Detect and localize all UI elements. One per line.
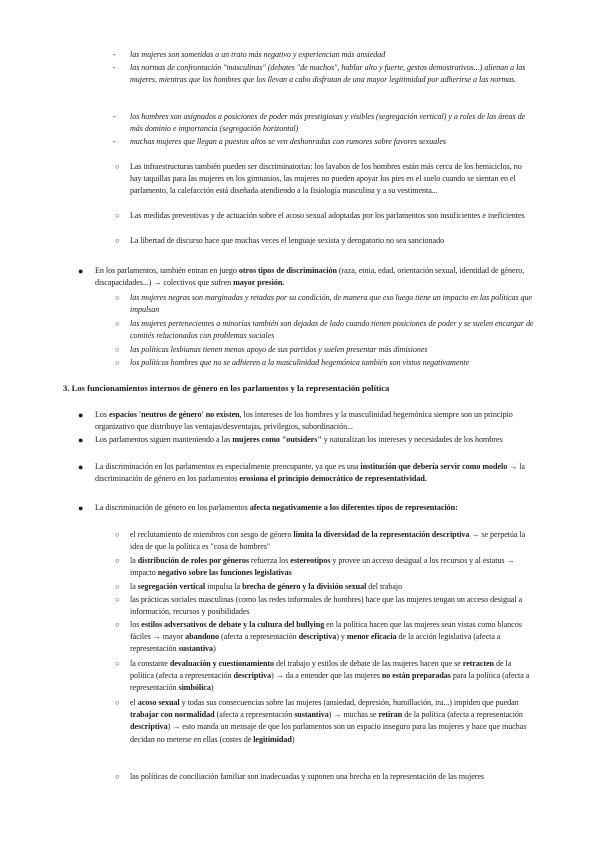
- bullet-item-representation: La discriminación de género en los parlamentos afecta negativamente a los diferentes tipos de representación:: [95, 503, 458, 512]
- circle-item: La libertad de discurso hace que muchas veces el lenguaje sexista y derogatorio no sea sancionado: [130, 236, 445, 245]
- circle-marker: ○: [115, 293, 120, 302]
- bullet-item-model-institution: La discriminación en los parlamentos es especialmente preocupante, ya que es una institución que debería servir como modelo → la discriminación de género en los parlamentos erosiona el principio democrático de representatividad.: [95, 462, 525, 484]
- effect-item: el acoso sexual y todas sus consecuencias sobre las mujeres (ansiedad, depresión, humillación, ira...) impiden que puedan trabajar con normalidad (afecta a representación sustantiva) → muchas se retiran de la política (afecta a representación descriptiva) → esto manda un mensaje de que los parlamentos son un espacio inseguro para las mujeres y hace que muchas decidan no meterse en ellas (costes de legitimidad): [130, 698, 527, 744]
- circle-marker: ○: [115, 620, 120, 629]
- bullet-marker: ●: [78, 266, 84, 276]
- circle-item: los políticos hombres que no se adhieren a la masculinidad hegemónica también son vistos negativamente: [130, 358, 470, 367]
- circle-marker: ○: [115, 582, 120, 591]
- effect-item: la segregación vertical impulsa la brecha de género y la división sexual del trabajo: [130, 582, 403, 591]
- bullet-marker: ●: [78, 462, 84, 472]
- dash-marker: -: [113, 137, 116, 146]
- bullet-item-neutral-spaces: Los espacios 'neutros de género' no existen, los intereses de los hombres y la masculinidad hegemónica siempre son un principio organizativo que distribuye las ventajas/desventajas, privilegios, subordinación...: [95, 410, 513, 432]
- circle-marker: ○: [115, 659, 120, 668]
- dash-item: muchas mujeres que llegan a puestos altos se ven deshonradas con rumores sobre favores sexuales: [130, 137, 446, 146]
- circle-marker: ○: [115, 698, 120, 707]
- dash-marker: -: [113, 112, 116, 121]
- section-heading: 3. Los funcionamientos internos de género en los parlamentos y la representación política: [63, 383, 390, 393]
- circle-marker: ○: [115, 358, 120, 367]
- bullet-item-other-discrimination: En los parlamentos, también entran en juego otros tipos de discriminación (raza, etnia, edad, orientación sexual, identidad de género, discapacidades...) → colectivos que sufren mayor presión.: [95, 266, 525, 288]
- circle-item: las mujeres pertenecientes a minorías también son dejadas de lado cuando tienen posiciones de poder y se suelen encargar de comités relacionados con problemas sociales: [130, 319, 534, 341]
- dash-item: las normas de confrontación "masculinas" (debates "de machos", hablar alto y fuerte, gestos demostrativos...) alienan a las mujeres, mientras que los hombres que los llevan a cabo disfrutan de una mayor legitimidad por adherirse a las normas.: [130, 63, 526, 85]
- circle-marker: ○: [115, 530, 120, 539]
- circle-item: Las infraestructuras también pueden ser discriminatorias: los lavabos de los hombres están más cerca de los hemiciclos, no hay taquillas para las mujeres en los gimnasios, las mujeres no pueden apoyar los pies en el suelo cuando se sientan en el parlamento, la calefacción está diseñada atendiendo a la fisiología masculina y a su vestimenta...: [130, 162, 522, 196]
- circle-marker: ○: [115, 345, 120, 354]
- circle-marker: ○: [115, 236, 120, 245]
- dash-item: los hombres son asignados a posiciones de poder más prestigiosas y visibles (segregación vertical) y a roles de las áreas de más dominio e importancia (segregación horizontal): [130, 112, 526, 134]
- effect-item: la constante devaluación y cuestionamiento del trabajo y estilos de debate de las mujeres hacen que se retracten de la política (afecta a representación descriptiva) → da a entender que las mujeres no están preparadas para la política (afecta a representación simbólica): [130, 659, 530, 693]
- circle-item: Las medidas preventivas y de actuación sobre el acoso sexual adoptadas por los parlamentos son insuficientes e ineficientes: [130, 211, 525, 220]
- bullet-marker: ●: [78, 435, 84, 445]
- bullet-marker: ●: [78, 503, 84, 513]
- effect-item: los estilos adversativos de debate y la cultura del bullying en la política hacen que las mujeres sean vistas como blancos fáciles → mayor abandono (afecta a representación descriptiva) y menor eficacia de la acción legislativa (afecta a representación sustantiva): [130, 620, 522, 654]
- dash-item: las mujeres son sometidas a un trato más negativo y experiencian más ansiedad: [130, 50, 386, 59]
- effect-item: el reclutamiento de miembros con sesgo de género limita la diversidad de la representación descriptiva → se perpetúa la idea de que la política es "cosa de hombres": [130, 530, 526, 552]
- circle-marker: ○: [115, 595, 120, 604]
- circle-marker: ○: [115, 162, 120, 171]
- circle-marker: ○: [115, 556, 120, 565]
- dash-marker: -: [113, 63, 116, 72]
- dash-marker: -: [113, 50, 116, 59]
- circle-marker: ○: [115, 772, 120, 781]
- bullet-item-outsiders: Los parlamentos siguen manteniendo a las mujeres como "outsiders" y naturalizan los intereses y necesidades de los hombres: [95, 435, 503, 444]
- effect-item: las prácticas sociales masculinas (como las redes informales de hombres) hace que las mujeres tengan un acceso desigual a información, recursos y posibilidades: [130, 595, 523, 617]
- effect-item: la distribución de roles por géneros refuerza los estereotipos y provee un acceso desigual a los recursos y al estatus → impacto negativo sobre las funciones legislativas: [130, 556, 515, 578]
- circle-item: las políticas lesbianas tienen menos apoyo de sus partidos y suelen presentar más dimisiones: [130, 345, 428, 354]
- circle-marker: ○: [115, 211, 120, 220]
- effect-item: las políticas de conciliación familiar son inadecuadas y suponen una brecha en la representación de las mujeres: [130, 772, 485, 781]
- bullet-marker: ●: [78, 410, 84, 420]
- circle-item: las mujeres negras son marginadas y retadas por su condición, de manera que eso luego tiene un impacto en las políticas que impulsan: [130, 293, 533, 315]
- circle-marker: ○: [115, 319, 120, 328]
